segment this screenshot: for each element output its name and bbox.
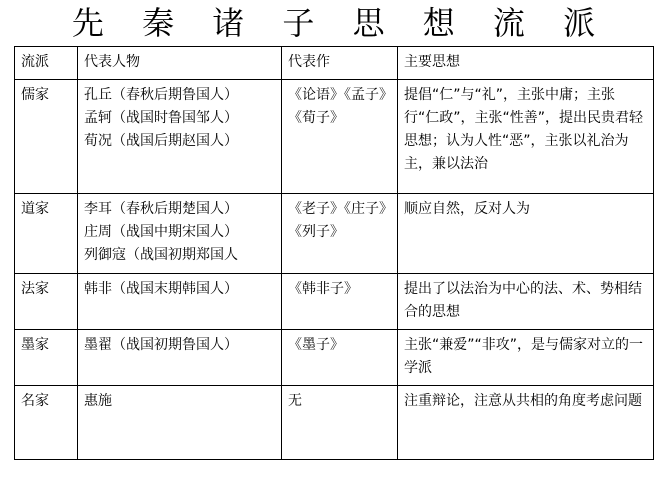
figures-cell — [78, 80, 282, 194]
school-name: 道家 — [21, 201, 49, 217]
works-text: 《墨子》 — [288, 337, 344, 353]
works-cell — [282, 330, 398, 386]
figure-name: 墨翟（战国初期鲁国人） — [84, 337, 238, 353]
header-thought: 主要思想 — [398, 47, 654, 80]
thought-text: 提出了以法治为中心的法、术、势相结合的思想 — [404, 281, 642, 320]
figure-name: 惠施 — [84, 393, 112, 409]
figures-cell — [78, 194, 282, 274]
works-text: 《老子》《庄子》《列子》 — [288, 201, 393, 240]
schools-table — [14, 46, 654, 460]
figure-name: 列御寇（战国初期郑国人 — [84, 247, 238, 263]
figures-cell — [78, 274, 282, 330]
school-name: 名家 — [21, 393, 49, 409]
school-name: 墨家 — [21, 337, 49, 353]
works-cell — [282, 274, 398, 330]
school-cell — [15, 330, 78, 386]
figure-name: 韩非（战国末期韩国人） — [84, 281, 238, 297]
school-cell — [15, 274, 78, 330]
page-title: 先 秦 诸 子 思 想 流 派 — [71, 4, 610, 42]
figure-name: 庄周（战国中期宋国人） — [84, 224, 238, 240]
figure-name: 孔丘（春秋后期鲁国人） — [84, 87, 238, 103]
works-text: 无 — [288, 393, 302, 409]
thought-cell — [398, 274, 654, 330]
school-name: 儒家 — [21, 87, 49, 103]
thought-text: 主张“兼爱”“非攻”，是与儒家对立的一学派 — [404, 337, 644, 376]
thought-cell — [398, 194, 654, 274]
header-school: 流派 — [15, 47, 78, 80]
school-name: 法家 — [21, 281, 49, 297]
figure-name: 李耳（春秋后期楚国人） — [84, 201, 238, 217]
figure-name: 荀况（战国后期赵国人） — [84, 133, 238, 149]
header-works: 代表作 — [282, 47, 398, 80]
table-row — [15, 80, 654, 194]
thought-text: 注重辩论，注意从共相的角度考虑问题 — [404, 393, 642, 409]
works-cell — [282, 386, 398, 460]
works-cell — [282, 194, 398, 274]
header-figures: 代表人物 — [78, 47, 282, 80]
school-cell — [15, 80, 78, 194]
table-row — [15, 194, 654, 274]
works-text: 《韩非子》 — [288, 281, 358, 297]
thought-cell — [398, 80, 654, 194]
thought-text: 提倡“仁”与“礼”，主张中庸；主张行“仁政”，主张“性善”，提出民贵君轻思想；认为人性“恶”，主张以礼治为主，兼以法治 — [404, 87, 644, 172]
thought-cell — [398, 330, 654, 386]
school-cell — [15, 386, 78, 460]
table-row — [15, 330, 654, 386]
table-header-row — [15, 47, 654, 80]
figures-cell — [78, 330, 282, 386]
table-row — [15, 386, 654, 460]
school-cell — [15, 194, 78, 274]
thought-cell — [398, 386, 654, 460]
thought-text: 顺应自然，反对人为 — [404, 201, 530, 217]
table-row — [15, 274, 654, 330]
works-text: 《论语》《孟子》《荀子》 — [288, 87, 393, 126]
figure-name: 孟轲（战国时鲁国邹人） — [84, 110, 238, 126]
figures-cell — [78, 386, 282, 460]
works-cell — [282, 80, 398, 194]
